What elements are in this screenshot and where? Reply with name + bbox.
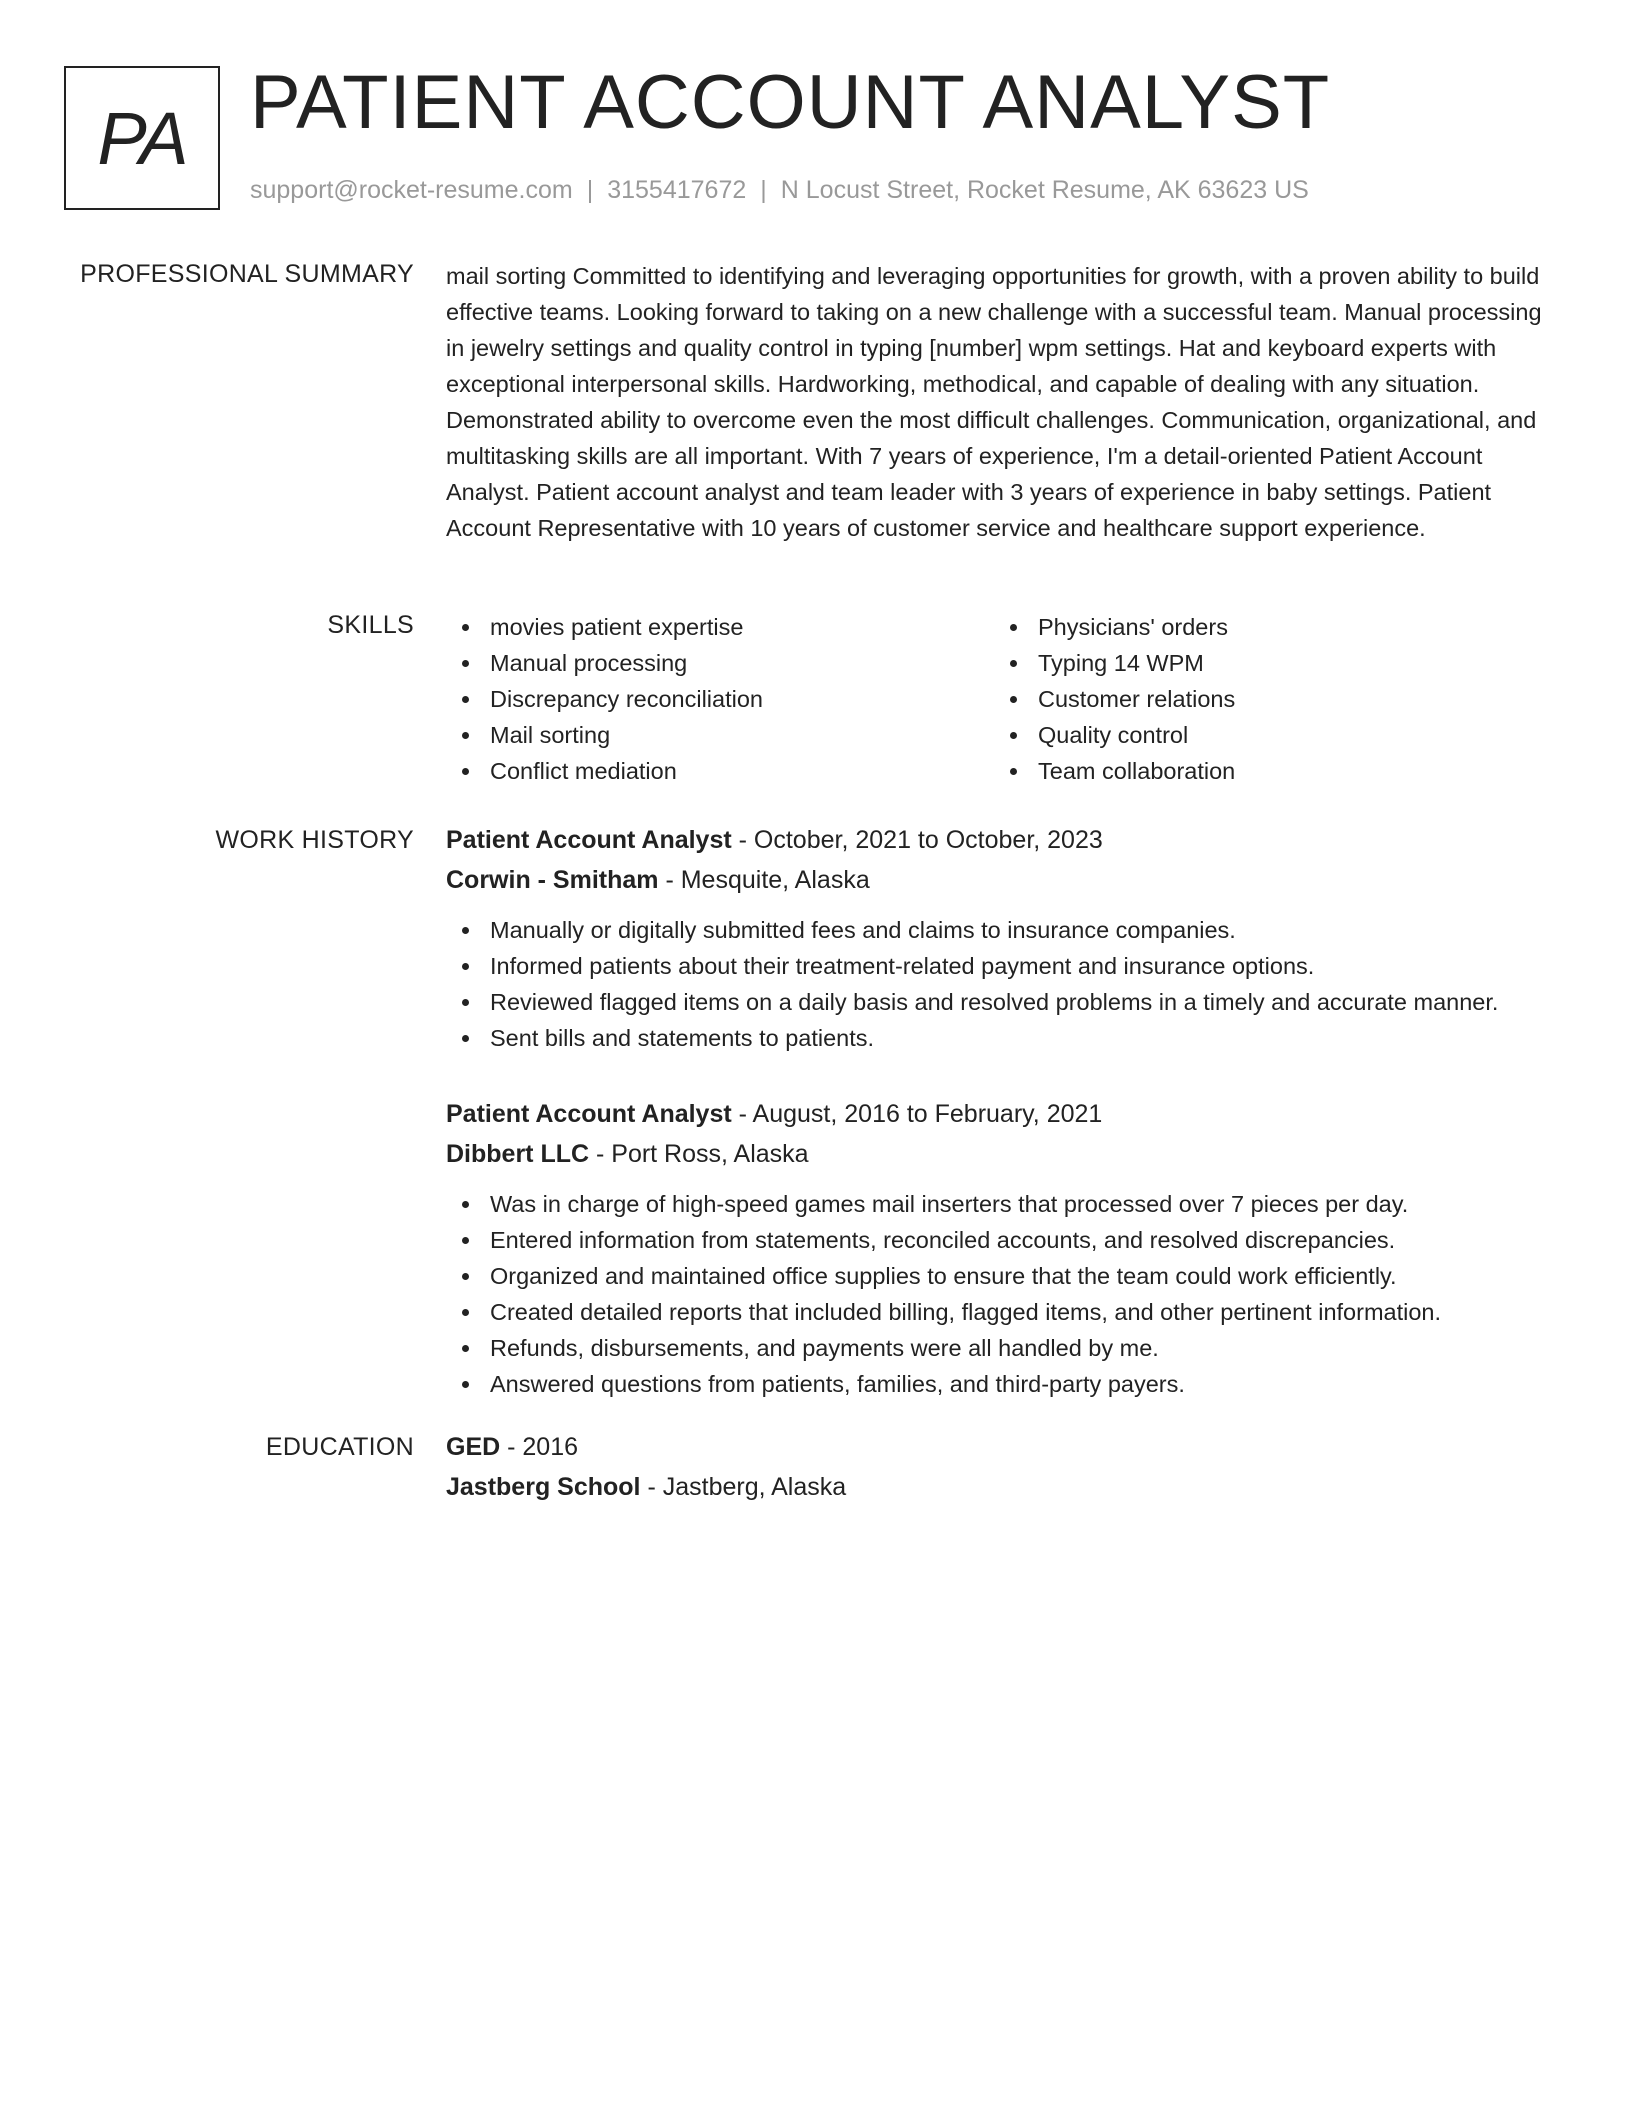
skill-item: Team collaboration xyxy=(994,753,1542,789)
section-label-summary: PROFESSIONAL SUMMARY xyxy=(80,260,414,288)
contact-email[interactable]: support@rocket-resume.com xyxy=(250,176,573,204)
job-duty-item: Informed patients about their treatment-related payment and insurance options. xyxy=(446,948,1560,984)
job-title: Patient Account Analyst xyxy=(446,826,732,854)
job-duty-item: Sent bills and statements to patients. xyxy=(446,1020,1560,1056)
education-degree: GED xyxy=(446,1433,501,1461)
job-duty-item: Reviewed flagged items on a daily basis and resolved problems in a timely and accurate manner. xyxy=(446,984,1560,1020)
section-label-skills: SKILLS xyxy=(327,611,414,639)
skills-body xyxy=(446,609,1560,789)
monogram-box xyxy=(64,66,220,210)
job-duty-item: Entered information from statements, reconciled accounts, and resolved discrepancies. xyxy=(446,1222,1560,1258)
job-location: - Port Ross, Alaska xyxy=(589,1140,809,1168)
job-dates: - August, 2016 to February, 2021 xyxy=(731,1100,1103,1128)
skills-columns xyxy=(446,609,1560,789)
job-duty-item: Refunds, disbursements, and payments were all handled by me. xyxy=(446,1330,1560,1366)
skill-item: Discrepancy reconciliation xyxy=(446,681,994,717)
job-duties-list xyxy=(446,912,1560,1056)
job-duties-list xyxy=(446,1186,1560,1402)
job-entry xyxy=(446,1094,1560,1402)
skill-item: Typing 14 WPM xyxy=(994,645,1542,681)
skill-item: Manual processing xyxy=(446,645,994,681)
job-dates: - October, 2021 to October, 2023 xyxy=(731,826,1103,854)
monogram-initials: PA xyxy=(97,96,187,180)
job-company: Dibbert LLC xyxy=(446,1140,590,1168)
education-school: Jastberg School xyxy=(446,1473,641,1501)
job-title: Patient Account Analyst xyxy=(446,1100,732,1128)
job-entry xyxy=(446,820,1560,1056)
contact-phone[interactable]: 3155417672 xyxy=(607,176,747,204)
job-company: Corwin - Smitham xyxy=(446,866,659,894)
job-duty-item: Organized and maintained office supplies to ensure that the team could work efficiently. xyxy=(446,1258,1560,1294)
job-title-line xyxy=(446,820,1560,860)
summary-body xyxy=(446,258,1560,546)
education-year: - 2016 xyxy=(500,1433,579,1461)
education-location: - Jastberg, Alaska xyxy=(640,1473,847,1501)
skill-item: Quality control xyxy=(994,717,1542,753)
education-school-line xyxy=(446,1467,1560,1507)
work-history-body xyxy=(446,820,1560,1402)
job-duty-item: Was in charge of high-speed games mail inserters that processed over 7 pieces per day. xyxy=(446,1186,1560,1222)
section-label-education: EDUCATION xyxy=(265,1433,414,1461)
resume-title: PATIENT ACCOUNT ANALYST xyxy=(250,60,1331,145)
job-duty-item: Manually or digitally submitted fees and claims to insurance companies. xyxy=(446,912,1560,948)
summary-text: mail sorting Committed to identifying and leveraging opportunities for growth, with a proven ability to build effective teams. Looking forward to taking on a new challenge with a successful team. Manual processing in jewelry settings and quality control in typing [number] wpm settings. Hat and keyboard experts with exceptional interpersonal skills. Hardworking, methodical, and capable of dealing with any situation. Demonstrated ability to overcome even the most difficult challenges. Communication, organizational, and multitasking skills are all important. With 7 years of experience, I'm a detail-oriented Patient Account Analyst. Patient account analyst and team leader with 3 years of experience in baby settings. Patient Account Representative with 10 years of customer service and healthcare support experience. xyxy=(446,263,1542,541)
skill-item: Conflict mediation xyxy=(446,753,994,789)
section-label-work-history: WORK HISTORY xyxy=(215,826,414,854)
skill-item: Physicians' orders xyxy=(994,609,1542,645)
skill-item: movies patient expertise xyxy=(446,609,994,645)
contact-separator: | xyxy=(760,176,767,204)
skills-list-left xyxy=(446,609,994,789)
skill-item: Mail sorting xyxy=(446,717,994,753)
contact-address: N Locust Street, Rocket Resume, AK 63623 US xyxy=(780,176,1309,204)
job-duty-item: Created detailed reports that included billing, flagged items, and other pertinent information. xyxy=(446,1294,1560,1330)
job-company-line xyxy=(446,860,1560,900)
contact-line xyxy=(250,174,1309,206)
education-degree-line xyxy=(446,1427,1560,1467)
job-company-line xyxy=(446,1134,1560,1174)
job-location: - Mesquite, Alaska xyxy=(658,866,870,894)
skills-list-right xyxy=(994,609,1542,789)
education-body xyxy=(446,1427,1560,1507)
contact-separator: | xyxy=(586,176,594,204)
job-duty-item: Answered questions from patients, families, and third-party payers. xyxy=(446,1366,1560,1402)
job-title-line xyxy=(446,1094,1560,1134)
skill-item: Customer relations xyxy=(994,681,1542,717)
